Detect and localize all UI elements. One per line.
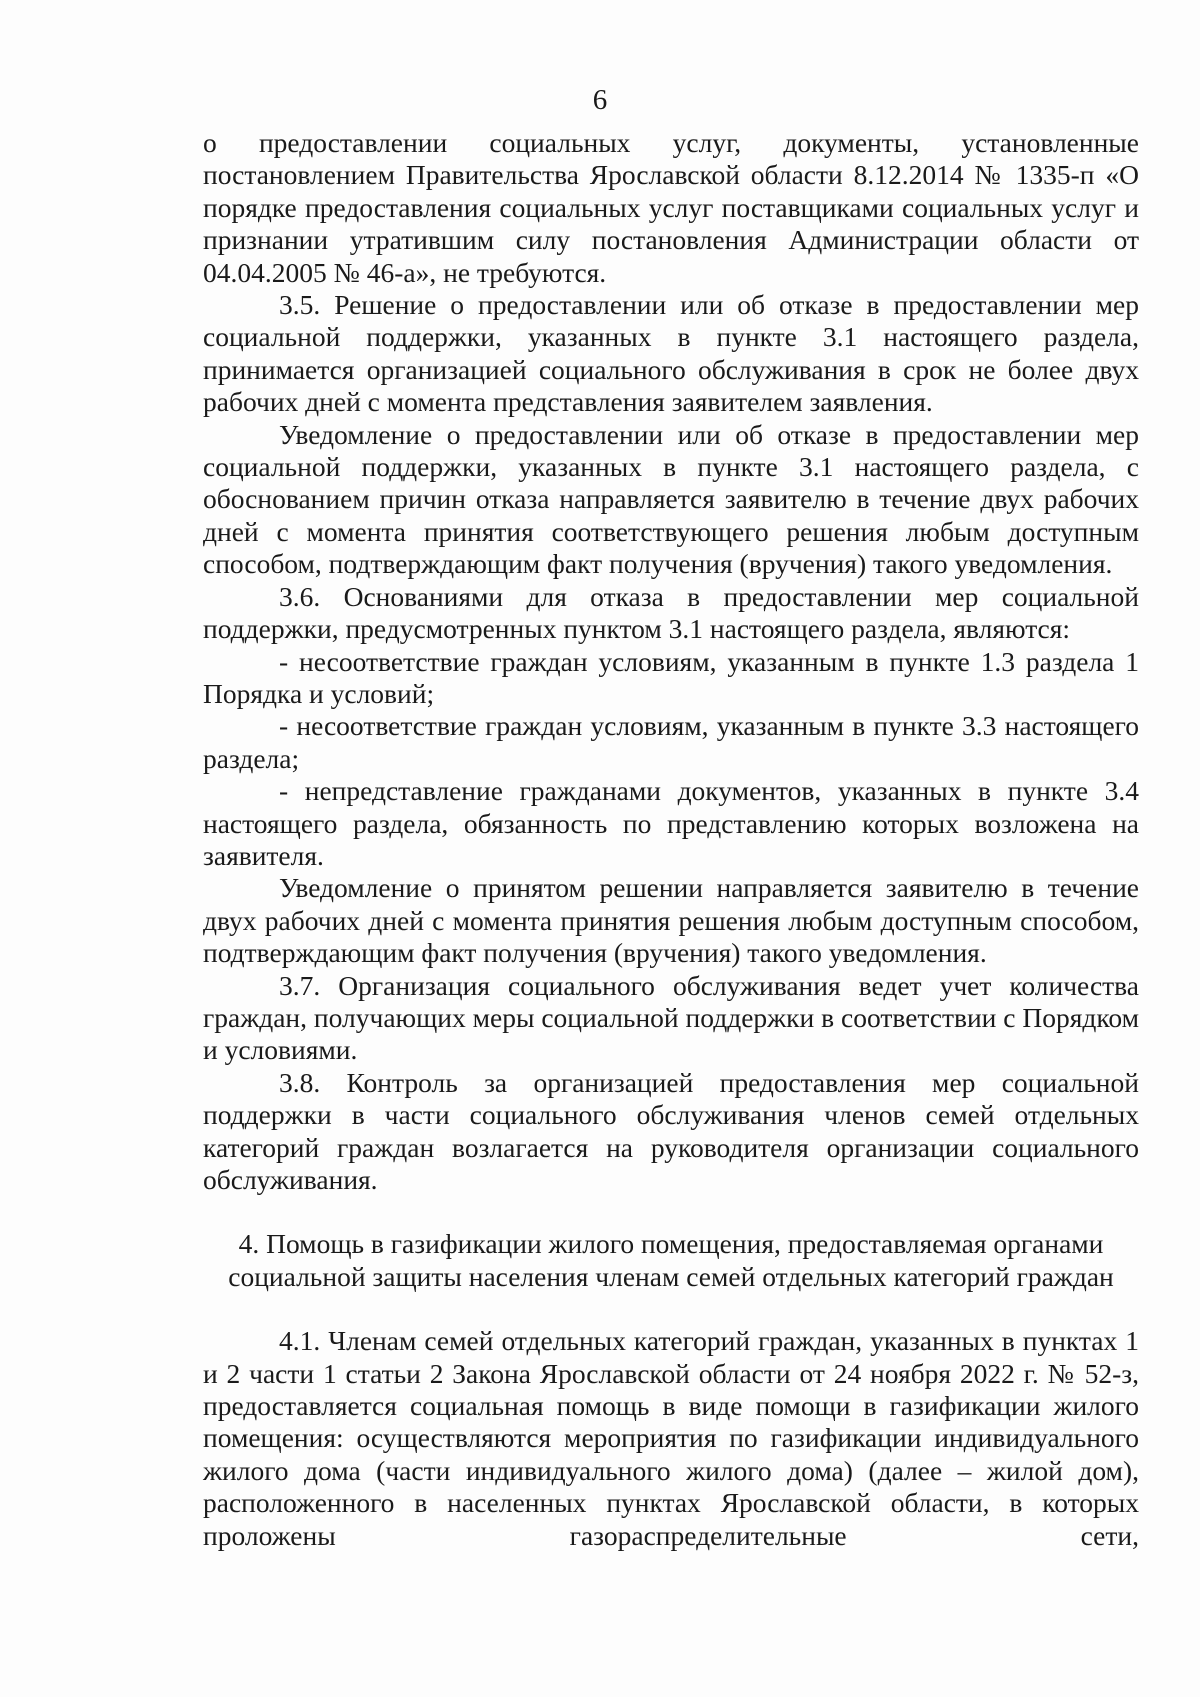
paragraph-continuation: о предоставлении социальных услуг, документы, установленные постановлением Правительства Ярославской области 8.12.2014 № 1335-п «О порядке предоставления социальных услуг поставщиками социальных услуг и признании утратившим силу постановления Администрации области от 04.04.2005 № 46-а», не требуются. bbox=[203, 127, 1139, 288]
paragraph-3-5: 3.5. Решение о предоставлении или об отказе в предоставлении мер социальной поддержки, указанных в пункте 3.1 настоящего раздела, принимается организацией социального обслуживания в срок не более двух рабочих дней с момента представления заявителем заявления. bbox=[203, 289, 1139, 418]
page-number: 6 bbox=[592, 84, 608, 116]
paragraph-3-6: 3.6. Основаниями для отказа в предоставлении мер социальной поддержки, предусмотренных пунктом 3.1 настоящего раздела, являются: bbox=[203, 580, 1139, 645]
paragraph-notification-decision: Уведомление о принятом решении направляется заявителю в течение двух рабочих дней с момента принятия решения любым доступным способом, подтверждающим факт получения (вручения) такого уведомления. bbox=[203, 872, 1139, 969]
paragraph-3-7: 3.7. Организация социального обслуживания ведет учет количества граждан, получающих меры социальной поддержки в соответствии с Порядком и условиями. bbox=[203, 969, 1139, 1066]
document-body bbox=[203, 127, 1139, 1552]
list-item-refusal-ground-1: - несоответствие граждан условиям, указанным в пункте 1.3 раздела 1 Порядка и условий; bbox=[203, 645, 1139, 709]
list-item-refusal-ground-2: - несоответствие граждан условиям, указанным в пункте 3.3 настоящего раздела; bbox=[203, 710, 1139, 774]
section-heading-4: 4. Помощь в газификации жилого помещения, предоставляемая органами социальной защиты населения членам семей отдельных категорий граждан bbox=[228, 1228, 1114, 1292]
paragraph-notification-refusal: Уведомление о предоставлении или об отказе в предоставлении мер социальной поддержки, указанных в пункте 3.1 настоящего раздела, с обоснованием причин отказа направляется заявителю в течение двух рабочих дней с момента принятия соответствующего решения любым доступным способом, подтверждающим факт получения (вручения) такого уведомления. bbox=[203, 418, 1139, 580]
list-item-refusal-ground-3: - непредставление гражданами документов, указанных в пункте 3.4 настоящего раздела, обязанность по представлению которых возложена на заявителя. bbox=[203, 775, 1139, 871]
paragraph-4-1: 4.1. Членам семей отдельных категорий граждан, указанных в пунктах 1 и 2 части 1 статьи 2 Закона Ярославской области от 24 ноября 2022 г. № 52-з, предоставляется социальная помощь в виде помощи в газификации жилого помещения: осуществляются мероприятия по газификации индивидуального жилого дома (части индивидуального жилого дома) (далее – жилой дом), расположенного в населенных пунктах Ярославской области, в которых проложены газораспределительные сети, bbox=[203, 1325, 1139, 1551]
paragraph-3-8: 3.8. Контроль за организацией предоставления мер социальной поддержки в части социального обслуживания членов семей отдельных категорий граждан возлагается на руководителя организации социального обслуживания. bbox=[203, 1066, 1139, 1195]
